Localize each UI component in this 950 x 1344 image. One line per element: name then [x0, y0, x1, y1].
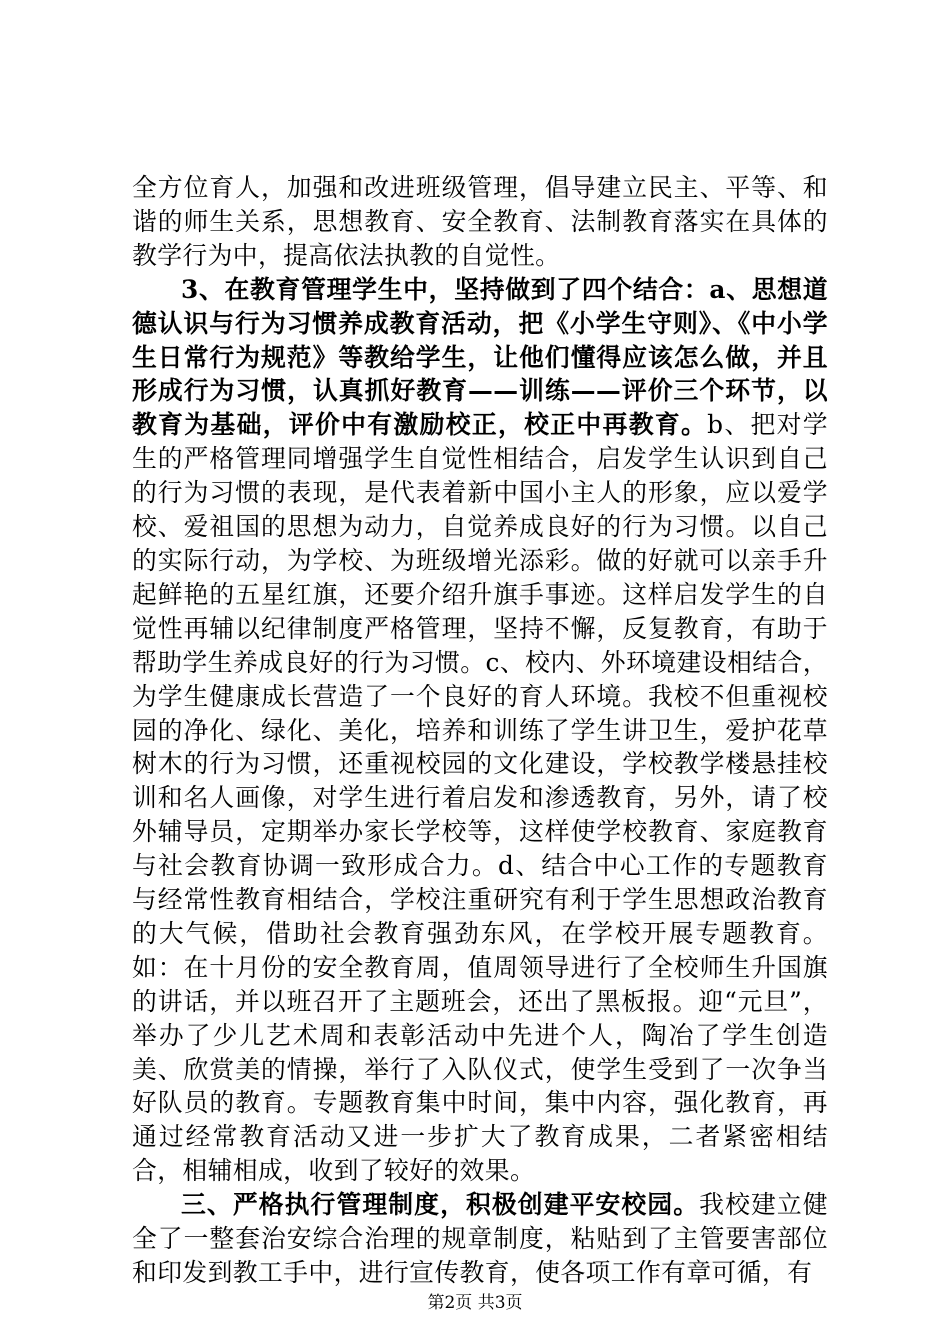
section-heading: 三、严格执行管理制度，积极创建平安校园。 [181, 1190, 700, 1220]
document-body [132, 171, 828, 1290]
page-footer: 第2页 共3页 [427, 1293, 523, 1313]
paragraph-section-three [132, 1188, 828, 1290]
paragraph-four-combinations [132, 273, 828, 1188]
paragraph-continuation: 全方位育人，加强和改进班级管理，倡导建立民主、平等、和谐的师生关系，思想教育、安全教育、法制教育落实在具体的教学行为中，提高依法执教的自觉性。 [132, 173, 828, 270]
paragraph-body: b、把对学生的严格管理同增强学生自觉性相结合，启发学生认识到自己的行为习惯的表现，是代表着新中国小主人的形象，应以爱学校、爱祖国的思想为动力，自觉养成良好的行为习惯。以自己的实际行动，为学校、为班级增光添彩。做的好就可以亲手升起鲜艳的五星红旗，还要介绍升旗手事迹。这样启发学生的自觉性再辅以纪律制度严格管理，坚持不懈，反复教育，有助于帮助学生养成良好的行为习惯。c、校内、外环境建设相结合，为学生健康成长营造了一个良好的育人环境。我校不但重视校园的净化、绿化、美化，培养和训练了学生讲卫生，爱护花草树木的行为习惯，还重视校园的文化建设，学校教学楼悬挂校训和名人画像，对学生进行着启发和渗透教育，另外，请了校外辅导员，定期举办家长学校等，这样使学校教育、家庭教育与社会教育协调一致形成合力。d、结合中心工作的专题教育与经常性教育相结合，学校注重研究有利于学生思想政治教育的大气候，借助社会教育强劲东风，在学校开展专题教育。如：在十月份的安全教育周，值周领导进行了全校师生升国旗的讲话，并以班召开了主题班会，还出了黑板报。迎“元旦”，举办了少儿艺术周和表彰活动中先进个人，陶冶了学生创造美、欣赏美的情操，举行了入队仪式，使学生受到了一次争当好队员的教育。专题教育集中时间，集中内容，强化教育，再通过经常教育活动又进一步扩大了教育成果，二者紧密相结合，相辅相成，收到了较好的效果。 [132, 410, 829, 1186]
paragraph-lead-bold: 3、在教育管理学生中，坚持做到了四个结合：a、思想道德认识与行为习惯养成教育活动，把《小学生守则》、《中小学生日常行为规范》等教给学生，让他们懂得应该怎么做，并且形成行为习惯，认真抓好教育——训练——评价三个环节，以教育为基础，评价中有激励校正，校正中再教育。 [132, 274, 828, 440]
paragraph-body: 我校建立健全了一整套治安综合治理的规章制度，粘贴到了主管要害部位和印发到教工手中，进行宣传教育，使各项工作有章可循，有 [132, 1190, 828, 1287]
